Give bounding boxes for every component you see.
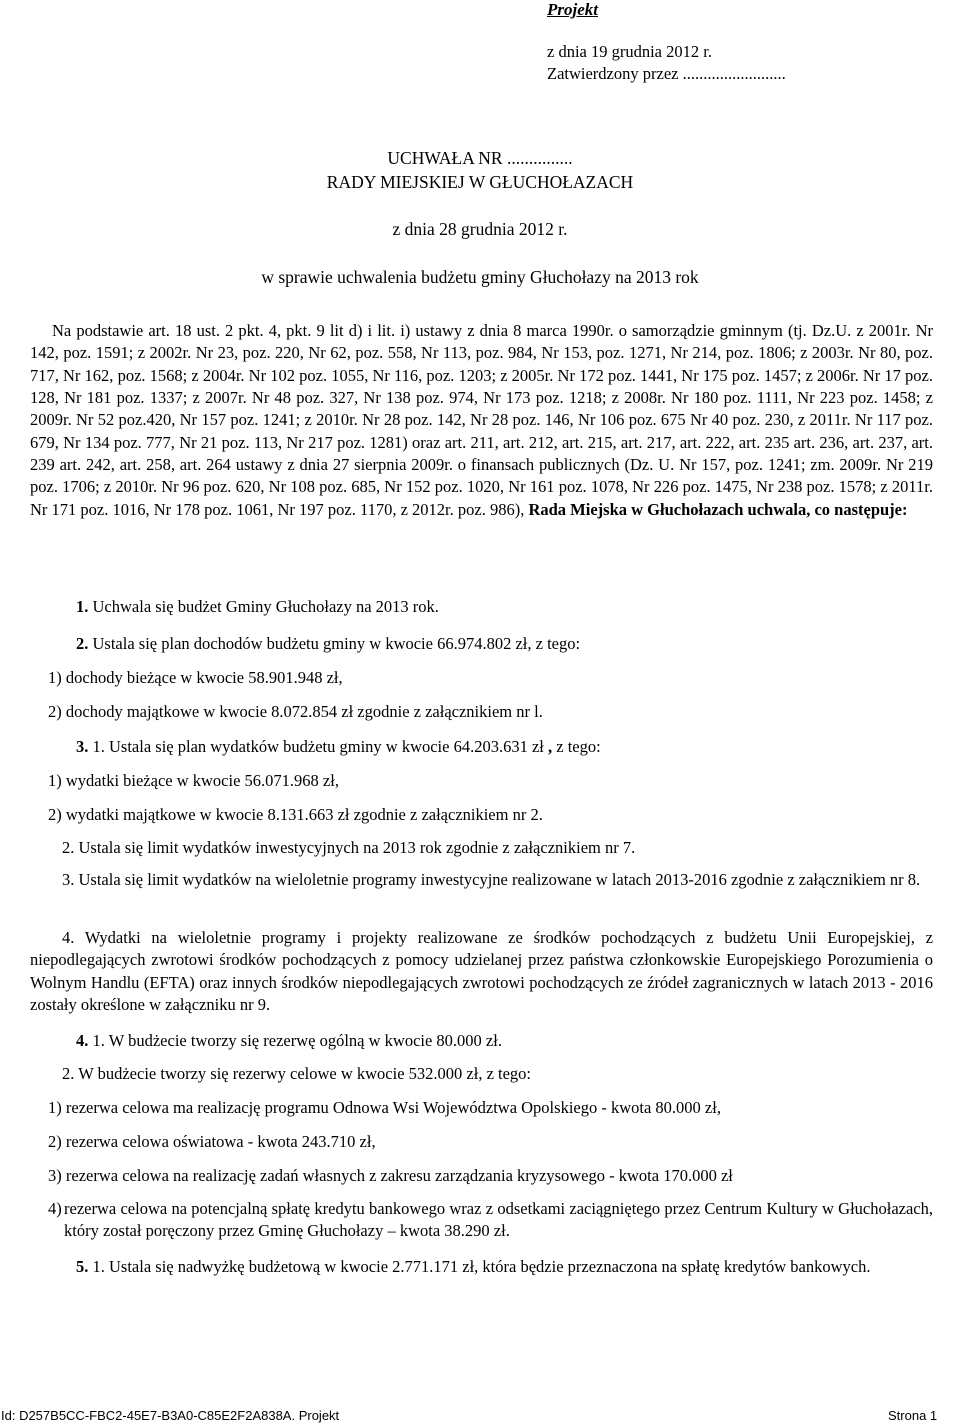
section-4-number: 4. [76,1031,89,1050]
section-2-item-2: 2) dochody majątkowe w kwocie 8.072.854 zł zgodnie z załącznikiem nr l. [48,702,543,721]
resolution-date: z dnia 28 grudnia 2012 r. [392,219,568,239]
section-4-text: 1. W budżecie tworzy się rezerwę ogólną w kwocie 80.000 zł. [88,1031,502,1050]
section-4-item-1: 1) rezerwa celowa ma realizację programu Odnowa Wsi Województwa Opolskiego - kwota 80.000 zł, [48,1098,721,1117]
section-3-text: 1. Ustala się plan wydatków budżetu gminy w kwocie 64.203.631 zł [88,737,544,756]
section-5-number: 5. [76,1257,89,1276]
section-1-text: Uchwala się budżet Gminy Głuchołazy na 2013 rok. [88,597,439,616]
section-4-paragraph-2: 2. W budżecie tworzy się rezerwy celowe w kwocie 532.000 zł, z tego: [62,1064,532,1083]
section-2 [76,634,580,654]
page-number: Strona 1 [888,1408,938,1423]
section-1-number: 1. [76,597,89,616]
section-2-item-1: 1) dochody bieżące w kwocie 58.901.948 zł, [48,668,343,687]
preamble [30,320,933,521]
draft-label: Projekt [547,0,598,19]
section-3-number: 3. [76,737,89,756]
section-2-text: Ustala się plan dochodów budżetu gminy w kwocie 66.974.802 zł, z tego: [88,634,581,653]
section-3-paragraph-2: 2. Ustala się limit wydatków inwestycyjnych na 2013 rok zgodnie z załącznikiem nr 7. [62,838,636,857]
section-4-item-2: 2) rezerwa celowa oświatowa - kwota 243.710 zł, [48,1132,376,1151]
section-4-item-4: rezerwa celowa na potencjalną spłatę kredytu bankowego wraz z odsetkami zaciągniętego przez Centrum Kultury w Głuchołazach, który został poręczony przez Gminę Głuchołazy – kwota 38.290 zł. [64,1199,933,1241]
preamble-text: Na podstawie art. 18 ust. 2 pkt. 4, pkt. 9 lit d) i lit. i) ustawy z dnia 8 marca 1990r. o samorządzie gminnym (tj. Dz.U. z 2001r. Nr 142, poz. 1591; z 2002r. Nr 23, poz. 220, Nr 62, poz. 558, Nr 113, poz. 984, Nr 153, poz. 1271, Nr 214, poz. 1806; z 2003r. Nr 80, poz. 717, Nr 162, poz. 1568; z 2004r. Nr 102 poz. 1055, Nr 116, poz. 1203; z 2005r. Nr 172 poz. 1441, Nr 175 poz. 1457; z 2006r. Nr 17 poz. 128, Nr 181 poz. 1337; z 2007r. Nr 48 poz. 327, Nr 138 poz. 974, Nr 173 poz. 1218; z 2008r. Nr 180 poz. 1111, Nr 223 poz. 1458; z 2009r. Nr 52 poz.420, Nr 157 poz. 1241; z 2010r. Nr 28 poz. 142, Nr 28 poz. 146, Nr 106 poz. 675 Nr 40 poz. 230, z 2011r. Nr 117 poz. 679, Nr 134 poz. 777, Nr 21 poz. 113, Nr 217 poz. 1281) oraz art. 211, art. 212, art. 215, art. 217, art. 222, art. 235 art. 236, art. 237, art. 239 art. 242, art. 258, art. 264 ustawy z dnia 27 sierpnia 2009r. o finansach publicznych (Dz. U. Nr 157, poz. 1241; zm. 2009r. Nr 219 poz. 1706; z 2010r. Nr 96 poz. 620, Nr 108 poz. 685, Nr 152 poz. 1020, Nr 161 poz. 1078, Nr 226 poz. 1475, Nr 238 poz. 1578; z 2011r. Nr 171 poz. 1016, Nr 178 poz. 1061, Nr 197 poz. 1170, z 2012r. poz. 986), [30,321,933,519]
resolution-subject: w sprawie uchwalenia budżetu gminy Głuchołazy na 2013 rok [261,267,699,287]
section-3 [76,737,601,757]
council-name: RADY MIEJSKIEJ W GŁUCHOŁAZACH [326,172,634,192]
header-approved: Zatwierdzony przez ......................... [547,64,786,83]
section-3-item-2: 2) wydatki majątkowe w kwocie 8.131.663 zł zgodnie z załącznikiem nr 2. [48,805,543,824]
resolution-number: UCHWAŁA NR ............... [387,148,573,168]
section-5-text: 1. Ustala się nadwyżkę budżetową w kwocie 2.771.171 zł, która będzie przeznaczona na spłatę kredytów bankowych. [88,1257,871,1276]
section-3-item-1: 1) wydatki bieżące w kwocie 56.071.968 zł, [48,771,339,790]
document-id: Id: D257B5CC-FBC2-45E7-B3A0-C85E2F2A838A. Projekt [1,1408,340,1423]
section-4 [76,1031,502,1051]
section-4-item-3: 3) rezerwa celowa na realizację zadań własnych z zakresu zarządzania kryzysowego - kwota 170.000 zł [48,1166,733,1185]
header-date: z dnia 19 grudnia 2012 r. [547,42,712,61]
section-3-paragraph-3: 3. Ustala się limit wydatków na wieloletnie programy inwestycyjne realizowane w latach 2013-2016 zgodnie z załącznikiem nr 8. [62,870,921,889]
section-3-tail: z tego: [552,737,601,756]
section-1 [76,597,439,617]
section-3-comma: , [543,737,553,756]
section-5 [30,1256,933,1278]
section-4-item-4-number: 4) [48,1199,62,1218]
section-3-paragraph-4: 4. Wydatki na wieloletnie programy i projekty realizowane ze środków pochodzących z budżetu Unii Europejskiej, z niepodlegających zwrotowi środków pochodzących z pomocy udzielanej przez państwa członkowskie Europejskiego Porozumienia o Wolnym Handlu (EFTA) oraz innych środków niepodlegających zwrotowi pochodzących ze źródeł zagranicznych w latach 2013 - 2016 zostały określone w załączniku nr 9. [30,928,933,1015]
preamble-conclusion: Rada Miejska w Głuchołazach uchwala, co następuje: [528,499,908,519]
section-2-number: 2. [76,634,89,653]
